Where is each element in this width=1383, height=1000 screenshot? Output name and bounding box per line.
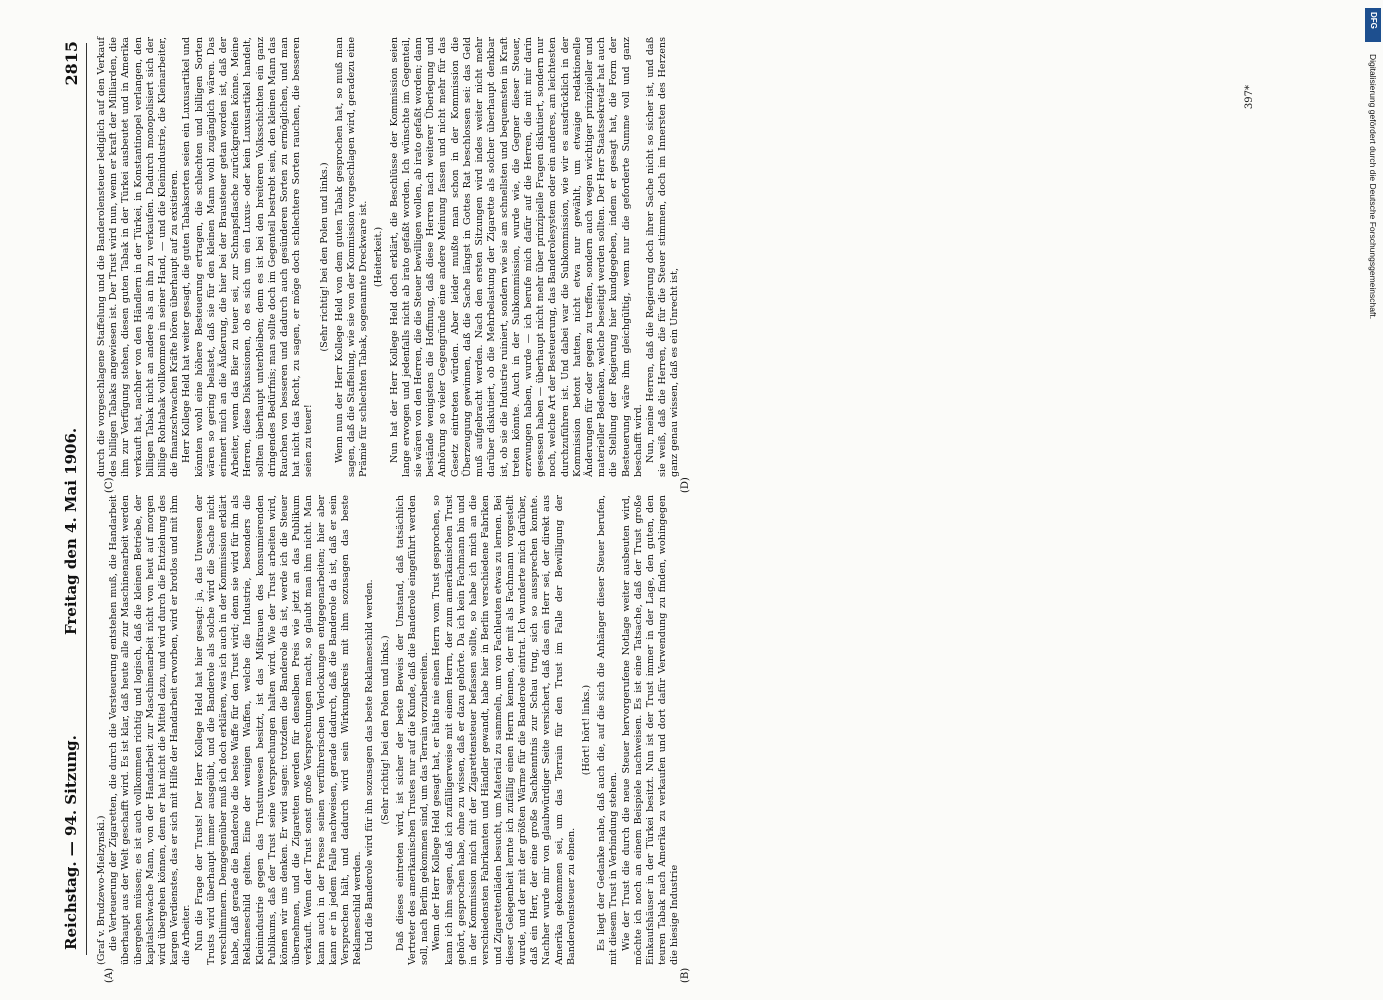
interjection: (Sehr richtig! bei den Polen und links.) bbox=[318, 162, 330, 352]
paragraph: Wenn nun der Herr Kollege Held von dem guten Tabak gesprochen hat, so muß man sagen, daß die Staffelung, wie sie von der Kommission vorgeschlagen wird, geradezu eine Prämie für schlechten Tabak, sogenannte Dreckware ist. bbox=[333, 37, 370, 477]
paragraph: Nun, meine Herren, daß die Regierung doch ihrer Sache nicht so sicher ist, und daß sie weiß, daß die Herren, die für die Steuer stimmen, doch im Innersten des Herzens ganz genau wissen, daß es ein Unrecht ist, bbox=[644, 37, 681, 477]
header-session: Reichstag. — 94. Sitzung. bbox=[62, 735, 80, 950]
left-column bbox=[96, 495, 682, 965]
dfg-logo: DFG bbox=[1365, 8, 1381, 42]
digitization-note-text: Digitalisierung gefördert durch die Deutsche Forschungsgemeinschaft. bbox=[1368, 54, 1378, 320]
signature-mark: 397* bbox=[1244, 85, 1255, 110]
margin-marker-c: (C) bbox=[104, 477, 115, 493]
paragraph: Nun hat der Herr Kollege Held doch erklärt, die Beschlüsse der Kommission seien lange erwogen und jedenfalls nicht ab irato gefaßt worden. Ich wünschte im Gegenteil, sie wären von den Herren, die die Steuer bewilligen wollen, ab irato gefaßt worden; dann bestände wenigstens die Hoffnung, daß diese Herren nach weiterer Überlegung und Anhörung so vieler Gegengründe eine andere Meinung fassen und nicht mehr für das Gesetz eintreten würden. Aber leider mußte man schon in der Kommission die Überzeugung gewinnen, daß die Sache längst in Gottes Rat beschlossen sei: das Geld muß aufgebracht werden. Nach den ersten Sitzungen wird indes weiter nicht mehr darüber diskutiert, ob die Mehrbelastung der Zigarette als solcher überhaupt denkbar ist, ob sie die Industrie ruiniert, sondern wie sie am schnellsten und bequemsten in Kraft treten könnte. Auch in der Subkommission, wurde wie, die Gegner dieser Steuer, erzwungen haben, wurde — ich berufe mich dafür auf die Herren, die mit mir darin gesessen haben — überhaupt nicht mehr über prinzipielle Fragen diskutiert, sondern nur noch, welche Art der Besteuerung, das Banderolesystem oder ein anderes, am leichtesten durchzuführen ist. Und dabei war die Subkommission, wie wir es ausdrücklich in der Kommission betont hatten, nicht etwa nur gewählt, um etwaige redaktionelle Änderungen für oder gegen zu treffen, sondern auch wegen wichtiger prinzipieller und materieller Bedenken, welche beseitigt werden sollten. Der Herr Staatssekretär hat auch die Stellung der Regierung hier kundgegeben, indem er gesagt hat, die Form der Besteuerung wäre ihm gleichgültig, wenn nur die geforderte Summe voll und ganz beschafft wird. bbox=[388, 37, 644, 477]
interjection: (Sehr richtig! bei den Polen und links.) bbox=[379, 635, 391, 825]
page-header bbox=[60, 35, 86, 965]
margin-marker-d: (D) bbox=[680, 477, 691, 493]
paragraph: Herr Kollege Held hat weiter gesagt, die guten Tabaksorten seien ein Luxusartikel und könnten wohl eine höhere Besteuerung ertragen, die schlechten und billigen Sorten wären so gering belastet, daß sie für den kleinen Mann wohl zugänglich wären. Das erinnert mich an die Äußerung, die hier bei der Brausteuer getan worden ist, daß der Arbeiter, wenn das Bier zu teuer sei, zur Schnapsflasche zurückgreifen könne. Meine Herren, diese Diskussionen, ob es sich um ein Luxus- oder kein Luxusartikel handelt, sollten überhaupt unterbleiben; denn es ist bei den breiteren Volksschichten ein ganz dringendes Bedürfnis; man sollte doch im Gegenteil bestrebt sein, den kleinen Mann das Rauchen von besseren und dadurch auch gesünderen Sorten zu ermöglichen, und man hat nicht das Recht, zu sagen, er möge doch schlechtere Sorten rauchen, die besseren seien zu teuer! bbox=[181, 37, 315, 477]
margin-marker-b: (B) bbox=[680, 967, 691, 983]
page-content bbox=[60, 35, 1300, 983]
paragraph: Wie der Trust die durch die neue Steuer hervorgerufene Notlage weiter ausbeuten wird, möchte ich noch an einem Beispiele nachweisen. Es ist eine Tatsache, daß der Trust große Einkaufshäuser in der Türkei besitzt. Nun ist der Trust immer in der Lage, den guten, den teuren Tabak nach Amerika zu verkaufen und dort dafür Verwendung zu finden, wohingegen die hiesige Industrie bbox=[620, 495, 681, 965]
page-number: 2815 bbox=[62, 41, 81, 86]
paragraph: durch die vorgeschlagene Staffelung und die Banderolensteuer lediglich auf den Verkauf des billigen Tabaks angewiesen ist. Der Trust wird nun, wenn er kraft der Milliarden, die ihm zur Verfügung stehen, diesen guten Tabak in der Türkei ausbeutet und in Amerika verkauft hat, nachher von den Händlern in der Türkei, in Konstantinopel verlangen, den billigen Tabak nicht an andere als an ihn zu verkaufen. Dadurch monopolisiert sich der billige Rohtabak vollkommen in seiner Hand, — und die Kleinindustrie, die Kleinarbeiter, die finanzschwachen Kräfte hören überhaupt auf zu existieren. bbox=[96, 37, 181, 477]
paragraph: die Verteuerung der Zigaretten, die durch die Versteuerung entstehen muß, die Handarbeit überhaupt aus der Welt geschafft wird. Es ist klar, daß heute alle zur Maschinenarbeit werden übergehen müssen; es ist auch vollkommen richtig und logisch, daß die kleinen Betriebe, der kapitalschwache Mann, von der Handarbeit zur Maschinenarbeit nicht von heut auf morgen wird übergehen können, denn er hat nicht die Mittel dazu, und wird durch die Entziehung des kargen Verdienstes, das er sich mit Hilfe der Handarbeit erworben, wird er brotlos und mit ihm die Arbeiter. bbox=[108, 495, 193, 965]
digitization-note bbox=[1366, 10, 1380, 550]
header-date: Freitag den 4. Mai 1906. bbox=[62, 427, 80, 635]
header-rule bbox=[86, 43, 87, 955]
paragraph: Daß dieses eintreten wird, ist sicher der beste Beweis der Umstand, daß tatsächlich Vertreter des amerikanischen Trustes nur auf die Kunde, daß die Banderole eingeführt werden soll, nach Berlin gekommen sind, um das Terrain vorzubereiten. bbox=[394, 495, 431, 965]
rotated-page-frame bbox=[60, 35, 1300, 983]
speaker-name: (Graf v. Brudzewo-Mielzynski.) bbox=[96, 815, 107, 965]
interjection: (Heiterkeit.) bbox=[373, 226, 385, 288]
interjection: (Hört! hört! links.) bbox=[580, 684, 592, 776]
paragraph: Es liegt der Gedanke nahe, daß auch die, auf die sich die Anhänger dieser Steuer berufen, mit diesem Trust in Verbindung stehen. bbox=[596, 495, 620, 965]
paragraph: Wenn der Herr Kollege Held gesagt hat, er hätte nie einen Herrn vom Trust gesprochen, so kann ich ihm sagen, daß ich zufälligerweise mit einem Herrn, der zum amerikanischen Trust gehört, gesprochen habe, ohne zu wissen, daß er dazu gehörte. Da ich kein Fachmann bin und in der Kommission mich mit der Zigarettensteuer befassen sollte, so habe ich mich an die verschiedensten Fabrikanten und Händler gewandt, habe hier in Berlin verschiedene Fabriken und Zigarettenläden besucht, um Material zu sammeln, um von Fachleuten etwas zu lernen. Bei dieser Gelegenheit lernte ich zufällig einen Herrn kennen, der mit als Fachmann vorgestellt wurde, und der mit der größten Wärme für die Banderole eintrat. Ich wunderte mich darüber, daß ein Herr, der eine große Sachkenntnis zur Schau trug, sich so aussprechen konnte. Nachher wurde mir von glaubwürdiger Seite versichert, daß das ein Herr sei, der direkt aus Amerika gekommen sei, um das Terrain für den Trust im Falle der Bewilligung der Banderolensteuer zu ebnen. bbox=[431, 495, 577, 965]
margin-marker-a: (A) bbox=[104, 967, 115, 983]
right-column bbox=[96, 37, 682, 477]
paragraph: Nun die Frage der Trusts! Der Herr Kollege Held hat hier gesagt: ja, das Unwesen der Trusts wird überhaupt immer ausgeübt, und die Banderole als solche wird die Sache nicht verschlimmern. Demgegenüber muß ich doch erklären, was ich auch in der Kommission erklärt habe, daß gerade die Banderole die beste Waffe für den Trust wird; denn sie wird für ihn als Reklameschild gelten. Eine der wenigen Waffen, welche die Industrie, besonders die Kleinindustrie gegen das Trustunwesen besitzt, ist das Mißtrauen des konsumierenden Publikums, daß der Trust seine Versprechungen halten wird. Wie der Trust arbeiten wird, können wir uns denken. Er wird sagen: trotzdem die Banderole da ist, werde ich die Steuer übernehmen, und die Zigaretten werden für denselben Preis wie jetzt an das Publikum verkauft. Wenn der Trust sonst große Versprechungen macht, so glaubt man ihm nicht. Man kann auch in der Presse seinen verführerischen Verlockungen entgegenarbeiten; hier aber kann er in jedem Falle nachweisen, gerade dadurch, daß die Banderole da ist, daß er sein Versprechen hält, und dadurch wird sein Wirkungskreis mit ihm sozusagen das beste Reklameschild werden. bbox=[193, 495, 364, 965]
paragraph: Und die Banderole wird für ihn sozusagen das beste Reklameschild werden. bbox=[364, 579, 376, 951]
